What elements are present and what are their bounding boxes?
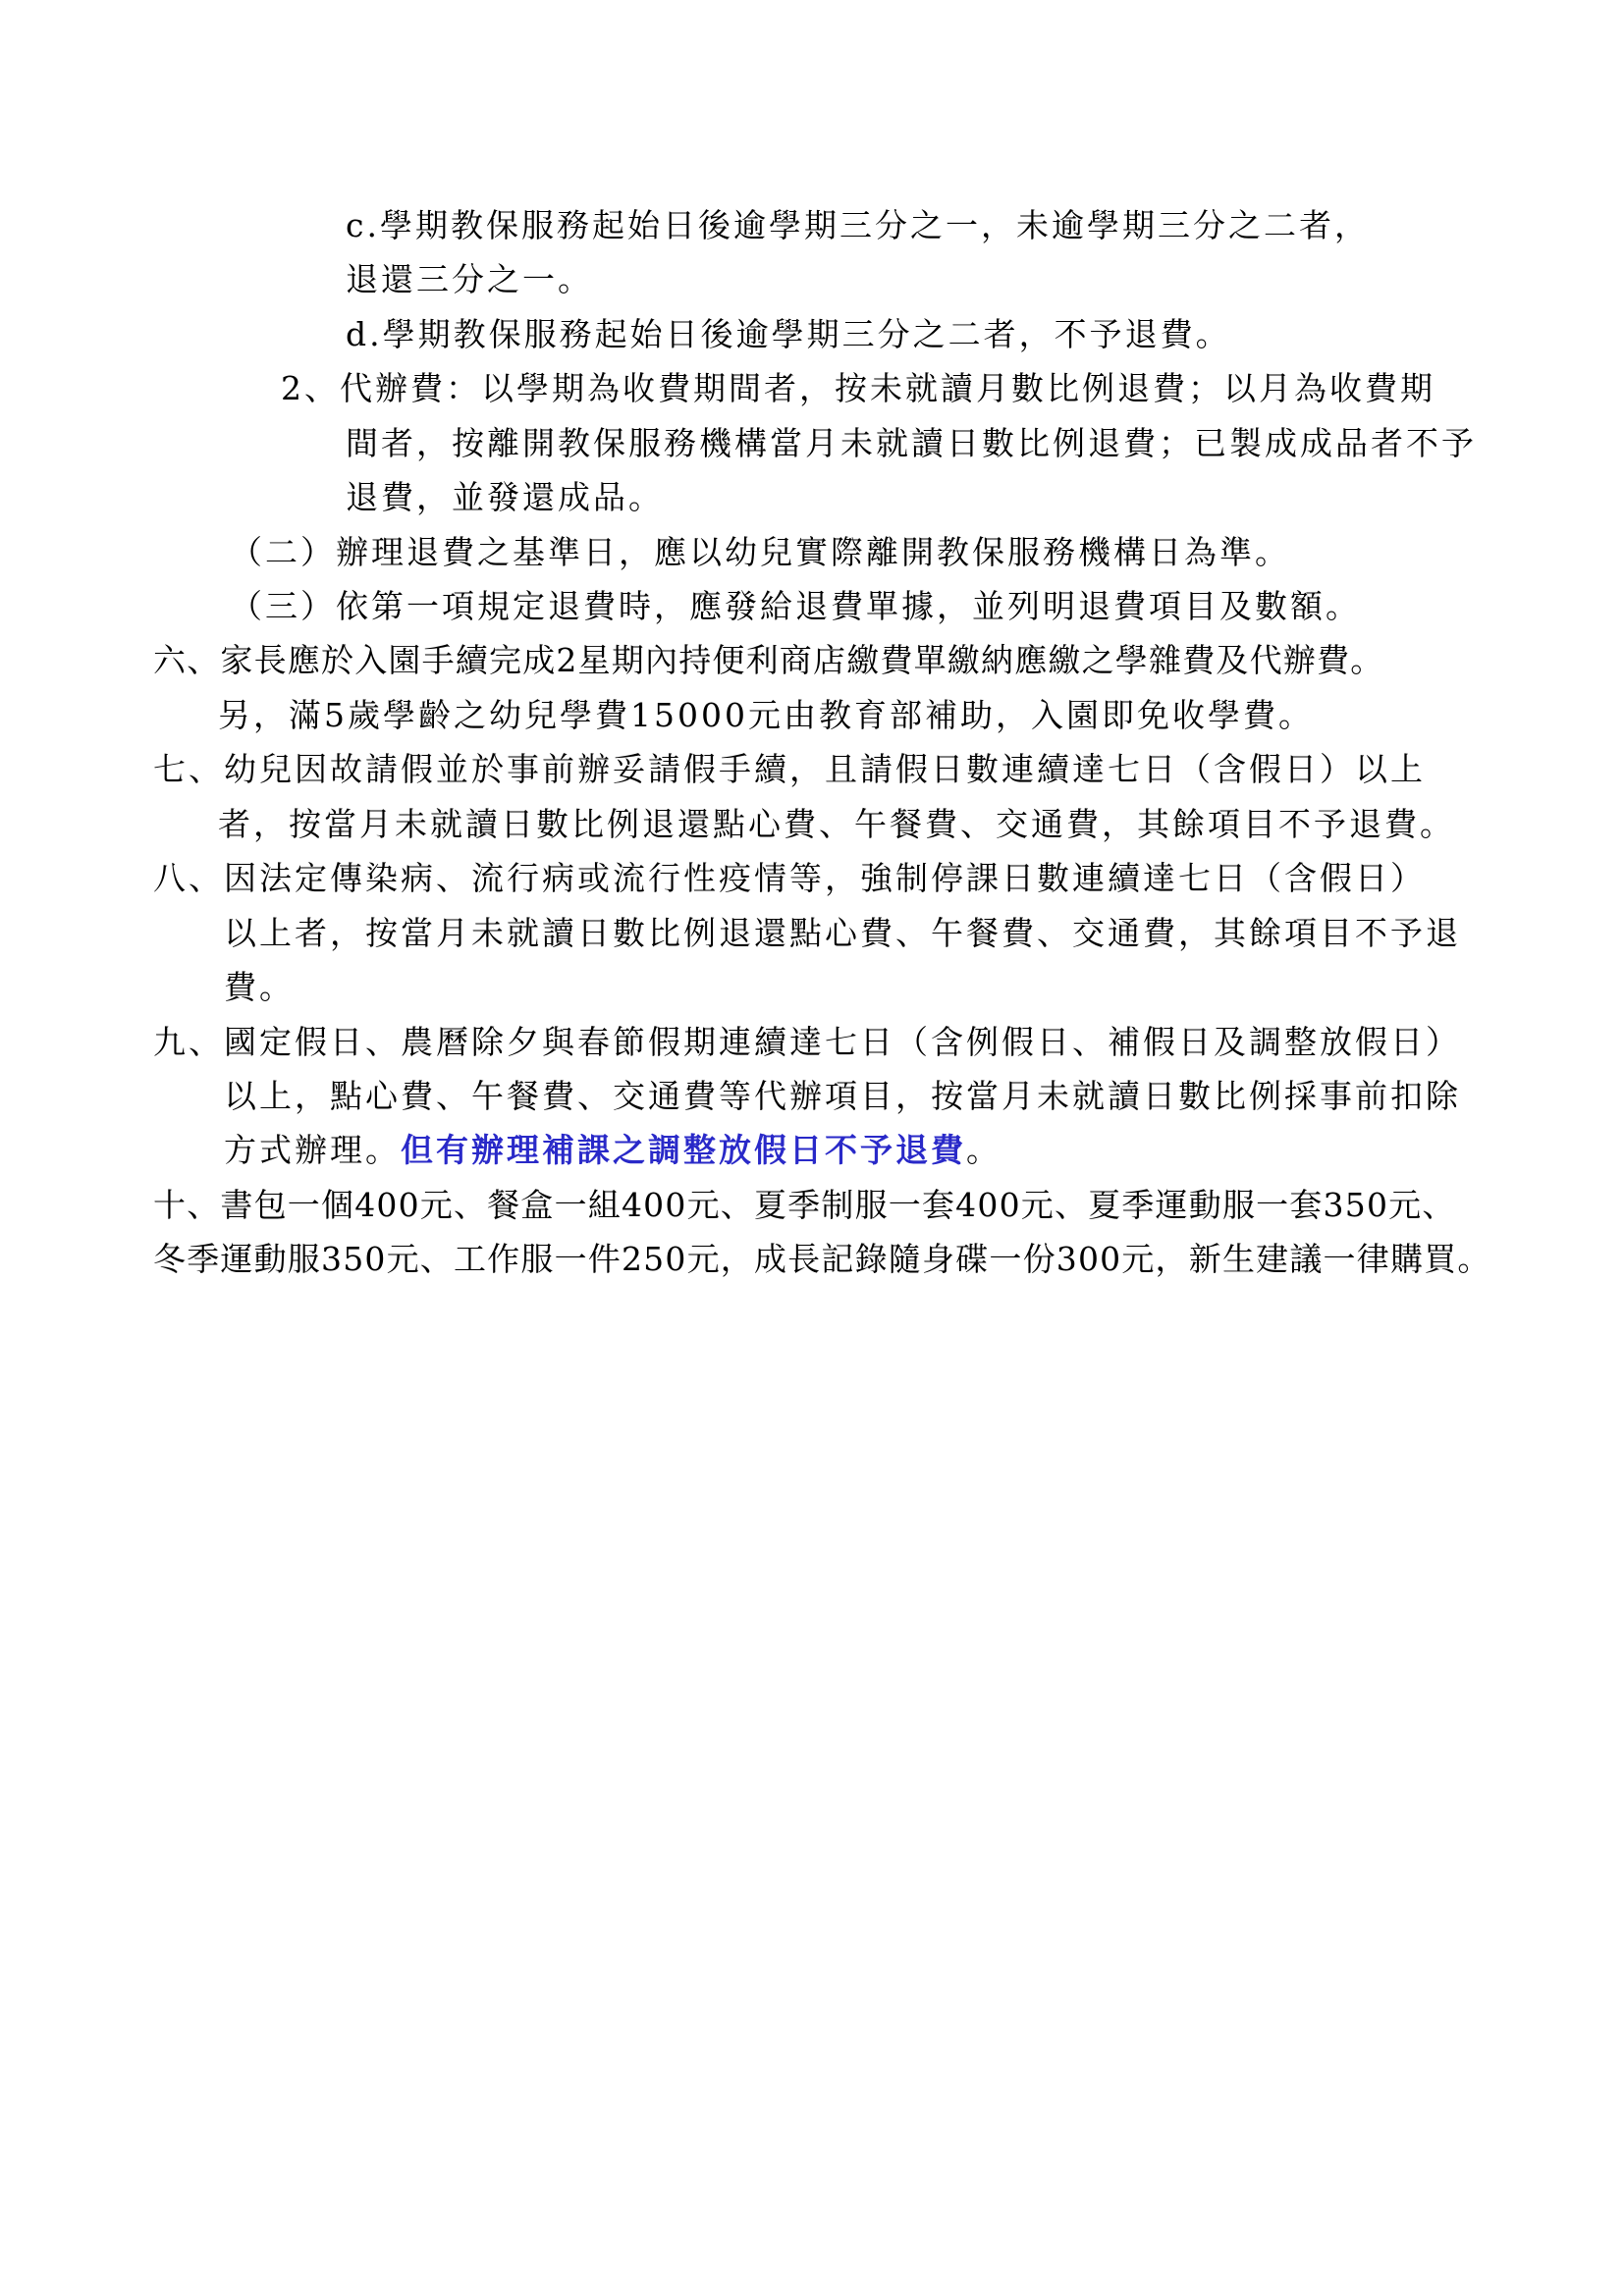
item-c-line-2: 退還三分之一。 <box>346 260 593 298</box>
item-9-line-3-suffix: 。 <box>966 1131 1001 1169</box>
item-c-line-1: c.學期教保服務起始日後逾學期三分之一，未逾學期三分之二者， <box>346 206 1370 244</box>
item-8-line-3: 費。 <box>224 968 295 1006</box>
item-9-line-3-prefix: 方式辦理。 <box>224 1131 401 1169</box>
item-2-line-2: 間者，按離開教保服務機構當月未就讀日數比例退費；已製成成品者不予 <box>346 424 1477 462</box>
item-8-line-1: 八、因法定傳染病、流行病或流行性疫情等，強制停課日數連續達七日（含假日） <box>153 859 1426 897</box>
item-6-line-1: 六、家長應於入園手續完成2星期內持便利商店繳費單繳納應繳之學雜費及代辦費。 <box>153 641 1384 679</box>
item-8-line-2: 以上者，按當月未就讀日數比例退還點心費、午餐費、交通費，其餘項目不予退 <box>224 914 1461 952</box>
item-9-line-2: 以上，點心費、午餐費、交通費等代辦項目，按當月未就讀日數比例採事前扣除 <box>224 1077 1461 1115</box>
item-d: d.學期教保服務起始日後逾學期三分之二者，不予退費。 <box>346 315 1231 353</box>
item-6-line-2: 另，滿5歲學齡之幼兒學費15000元由教育部補助，入園即免收學費。 <box>218 696 1314 734</box>
item-10-line-2: 冬季運動服350元、工作服一件250元，成長記錄隨身碟一份300元，新生建議一律購買。 <box>153 1240 1491 1278</box>
section-3: （三）依第一項規定退費時，應發給退費單據，並列明退費項目及數額。 <box>230 587 1361 625</box>
section-2: （二）辦理退費之基準日，應以幼兒實際離開教保服務機構日為準。 <box>230 533 1290 571</box>
item-2-line-3: 退費，並發還成品。 <box>346 478 664 516</box>
item-9-line-1: 九、國定假日、農曆除夕與春節假期連續達七日（含例假日、補假日及調整放假日） <box>153 1023 1461 1061</box>
item-10-line-1: 十、書包一個400元、餐盒一組400元、夏季制服一套400元、夏季運動服一套350元、 <box>153 1186 1456 1224</box>
item-2-line-1: 2、代辦費：以學期為收費期間者，按未就讀月數比例退費；以月為收費期 <box>281 369 1435 407</box>
item-7-line-2: 者，按當月未就讀日數比例退還點心費、午餐費、交通費，其餘項目不予退費。 <box>218 805 1455 843</box>
item-9-line-3 <box>224 1131 1001 1170</box>
no-refund-highlight: 但有辦理補課之調整放假日不予退費 <box>401 1131 966 1169</box>
item-7-line-1: 七、幼兒因故請假並於事前辦妥請假手續，且請假日數連續達七日（含假日）以上 <box>153 750 1426 788</box>
